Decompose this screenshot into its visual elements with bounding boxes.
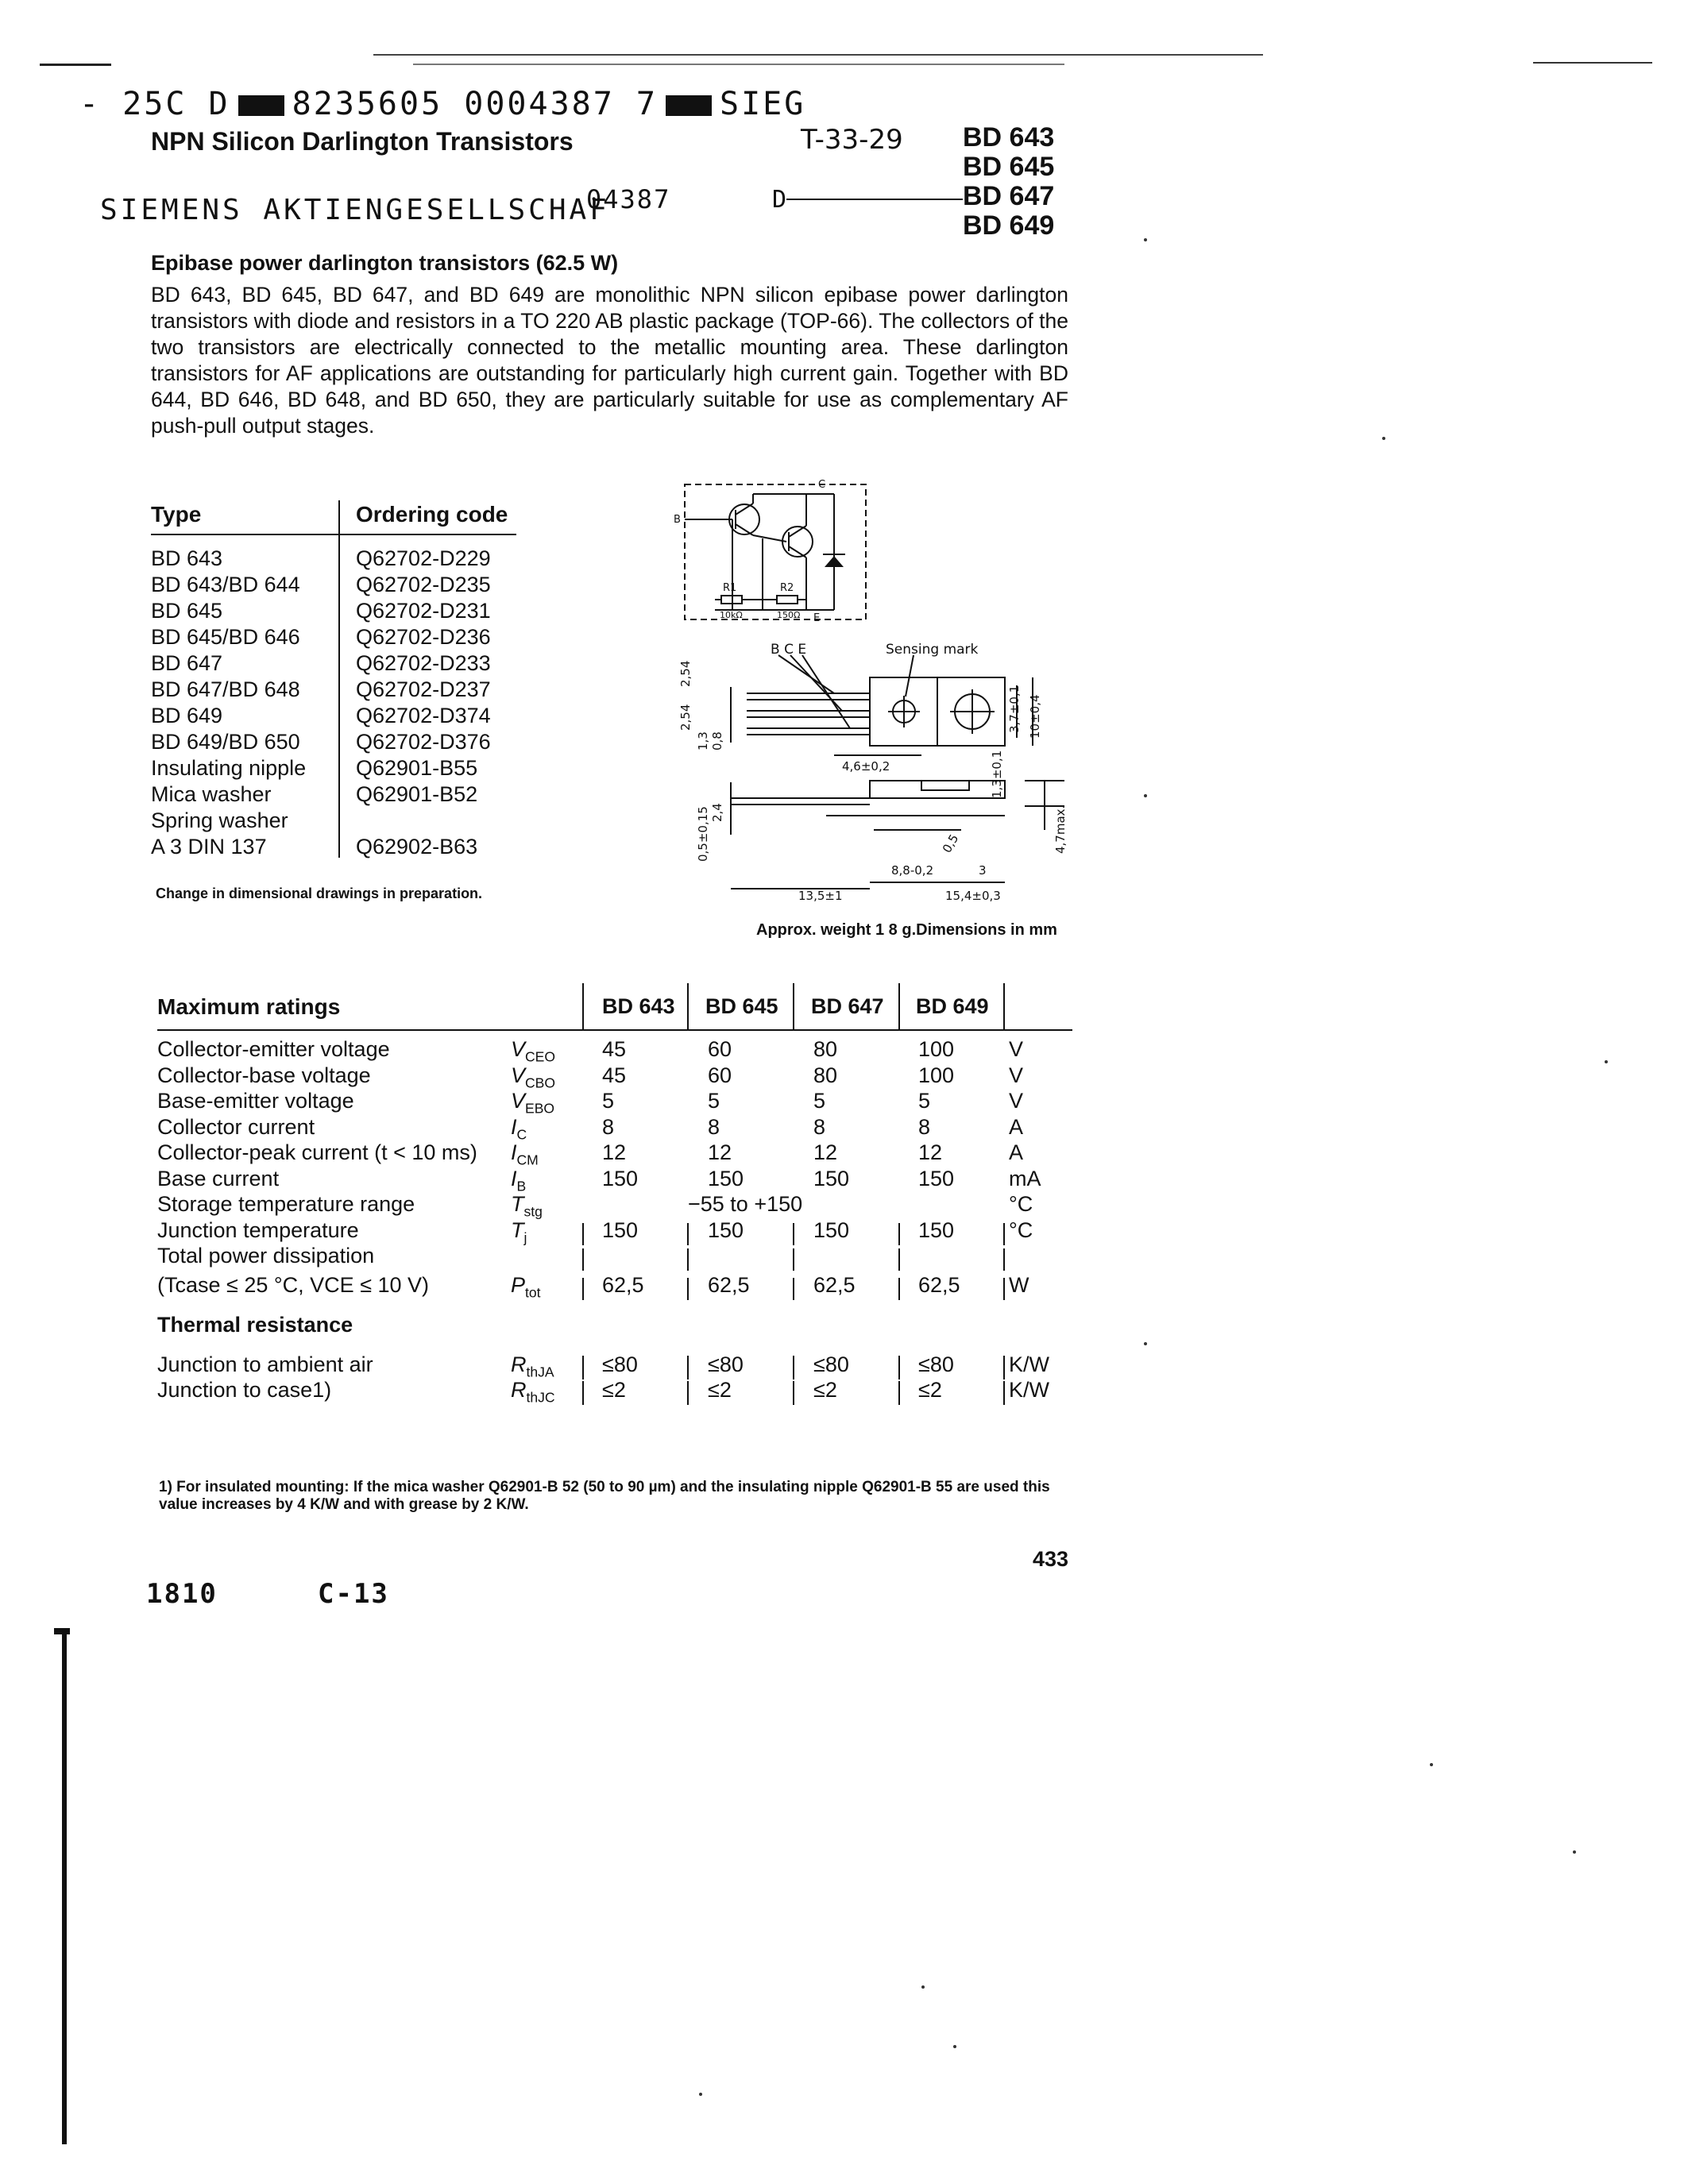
dim-label: 13,5±1: [798, 889, 843, 903]
page-number: 433: [1033, 1547, 1069, 1571]
table-divider: [338, 500, 340, 858]
param-label: Junction to case1): [157, 1378, 332, 1402]
unit-cell: V: [1009, 1037, 1024, 1061]
symbol: $I_B$: [511, 1166, 527, 1194]
symbol: $T_j$: [511, 1217, 527, 1245]
value-cell: 8: [708, 1114, 720, 1139]
value-cell: ≤80: [813, 1352, 849, 1376]
col-divider: [898, 1381, 900, 1405]
value-cell: 12: [602, 1140, 627, 1164]
table-rule: [151, 534, 516, 535]
col-divider: [1003, 1381, 1005, 1405]
header-code-line: [79, 86, 805, 122]
d-line: [786, 199, 963, 200]
value-cell: 5: [708, 1089, 720, 1113]
model-item: BD 647: [963, 181, 1055, 211]
circuit-r2-value: 150Ω: [777, 610, 801, 620]
dim-label: 0,5: [939, 832, 962, 855]
value-cell: 150: [918, 1166, 955, 1190]
col-divider: [1003, 983, 1005, 1029]
scan-artifact-line: [413, 64, 1064, 65]
col-divider: [582, 1356, 584, 1379]
value-cell: 60: [708, 1037, 732, 1061]
value-cell: 80: [813, 1037, 838, 1061]
col-divider: [1003, 1278, 1005, 1300]
col-header: BD 649: [916, 994, 989, 1018]
ordering-type: Spring washer: [151, 808, 288, 832]
dim-label: 0,5±0,15: [696, 806, 710, 862]
redaction-block: [238, 95, 284, 116]
col-divider: [582, 1223, 584, 1245]
col-divider: [687, 1278, 689, 1300]
dim-label: 4,6±0,2: [842, 759, 890, 774]
col-divider: [582, 983, 584, 1029]
code-part-b: 8235605 0004387 7: [292, 86, 658, 122]
circuit-label-c: C: [818, 479, 826, 491]
binding-edge-top: [54, 1628, 70, 1634]
max-ratings-heading: Maximum ratings: [157, 994, 341, 1019]
col-divider: [898, 1223, 900, 1245]
package-drawing: [678, 639, 1080, 913]
circuit-label-r1: R1: [723, 582, 737, 594]
dim-label: 4,7max.: [1053, 805, 1068, 854]
col-divider: [687, 1223, 689, 1245]
value-cell: 150: [708, 1217, 744, 1242]
ordering-code: Q62702-D235: [356, 573, 491, 596]
table-rule: [157, 1029, 1072, 1031]
value-cell: 8: [813, 1114, 826, 1139]
unit-cell: V: [1009, 1089, 1024, 1113]
value-cell: 100: [918, 1063, 955, 1087]
ordering-type: BD 649: [151, 704, 223, 727]
value-cell: ≤80: [918, 1352, 954, 1376]
col-divider: [1003, 1223, 1005, 1245]
col-divider: [793, 1381, 794, 1405]
value-cell: 150: [602, 1217, 639, 1242]
symbol: $P_{tot}$: [511, 1272, 541, 1300]
param-label: Collector-emitter voltage: [157, 1037, 390, 1061]
ordering-code: Q62702-D237: [356, 677, 491, 701]
value-cell: 5: [918, 1089, 931, 1113]
sensing-mark-label: Sensing mark: [886, 642, 979, 658]
col-divider: [793, 1223, 794, 1245]
ordering-type: Mica washer: [151, 782, 272, 806]
value-cell: 12: [813, 1140, 838, 1164]
value-cell: 8: [602, 1114, 615, 1139]
ordering-code: Q62702-D229: [356, 546, 491, 570]
circuit-label-r2: R2: [780, 582, 794, 594]
param-label: Junction to ambient air: [157, 1352, 373, 1376]
value-cell: 100: [918, 1037, 955, 1061]
ordering-code: Q62901-B52: [356, 782, 478, 806]
ordering-code: Q62702-D376: [356, 730, 491, 754]
company-name: SIEMENS AKTIENGESELLSCHAF: [100, 194, 610, 226]
value-cell: 60: [708, 1063, 732, 1087]
unit-cell: °C: [1009, 1192, 1033, 1216]
symbol: $R_{thJA}$: [511, 1352, 554, 1380]
value-cell: ≤80: [602, 1352, 638, 1376]
circuit-label-b: B: [674, 514, 681, 526]
param-label: (Tcase ≤ 25 °C, VCE ≤ 10 V): [157, 1272, 430, 1297]
ordering-code: Q62702-D231: [356, 599, 491, 623]
ordering-code: Q62901-B55: [356, 756, 478, 780]
ordering-type: BD 649/BD 650: [151, 730, 300, 754]
value-cell: 80: [813, 1063, 838, 1087]
dim-label: 2,4: [710, 803, 724, 822]
symbol: $V_{CBO}$: [511, 1063, 556, 1090]
ordering-type: BD 643: [151, 546, 223, 570]
ordering-type: BD 645: [151, 599, 223, 623]
value-cell: ≤2: [918, 1378, 942, 1402]
symbol: $I_{CM}$: [511, 1140, 539, 1168]
ordering-code: Q62902-B63: [356, 835, 478, 859]
col-header: BD 647: [811, 994, 884, 1018]
ordering-type: BD 647/BD 648: [151, 677, 300, 701]
unit-cell: V: [1009, 1063, 1024, 1087]
symbol: $I_C$: [511, 1114, 527, 1142]
value-cell: 5: [602, 1089, 615, 1113]
ordering-type: BD 647: [151, 651, 223, 675]
unit-cell: A: [1009, 1114, 1024, 1139]
value-cell: 150: [708, 1166, 744, 1190]
value-cell: 62,5: [708, 1272, 750, 1297]
col-divider: [687, 1381, 689, 1405]
circuit-r1-value: 10kΩ: [720, 610, 743, 620]
param-label: Junction temperature: [157, 1217, 359, 1242]
col-divider: [687, 983, 689, 1029]
param-label: Collector current: [157, 1114, 315, 1139]
symbol: $V_{EBO}$: [511, 1089, 555, 1117]
weight-note: Approx. weight 1 8 g.Dimensions in mm: [756, 921, 1057, 939]
col-header: BD 645: [705, 994, 778, 1018]
dim-label: 0,8: [710, 731, 724, 751]
symbol: $T_{stg}$: [511, 1192, 543, 1220]
pin-labels: B C E: [771, 642, 807, 658]
param-label: Collector-peak current (t < 10 ms): [157, 1140, 477, 1164]
col-divider: [582, 1381, 584, 1405]
dim-label: 15,4±0,3: [945, 889, 1001, 903]
param-label: Total power dissipation: [157, 1244, 375, 1268]
code-part-a: - 25C D: [79, 86, 230, 122]
intro-paragraph: BD 643, BD 645, BD 647, and BD 649 are monolithic NPN silicon epibase power darlington transistors with diode and resistors in a TO 220 AB plastic package (TOP-66). The collectors of the two transistors are electrically connected to the metallic mounting area. These darlington transistors for AF applications are outstanding for particularly high current gain. Together with BD 644, BD 646, BD 648, and BD 650, they are particularly suitable for use as complementary AF push-pull output stages.: [151, 283, 1068, 438]
col-divider: [793, 1356, 794, 1379]
value-cell: 45: [602, 1037, 627, 1061]
scan-artifact-line: [40, 64, 111, 66]
unit-cell: K/W: [1009, 1378, 1049, 1402]
unit-cell: A: [1009, 1140, 1024, 1164]
dim-label: 10±0,4: [1028, 694, 1042, 739]
col-header: BD 643: [602, 994, 675, 1018]
intro-subtitle: Epibase power darlington transistors (62.5 W): [151, 251, 619, 275]
thermal-heading: Thermal resistance: [157, 1313, 353, 1337]
stamp-right: C-13: [318, 1578, 389, 1610]
ordering-code: Q62702-D236: [356, 625, 491, 649]
model-list: [963, 123, 1054, 241]
model-item: BD 643: [963, 122, 1055, 152]
dim-label: 1,3: [696, 731, 710, 751]
value-cell: 150: [813, 1217, 850, 1242]
code-part-c: SIEG: [719, 86, 806, 122]
col-divider: [898, 1248, 900, 1271]
diode-symbol: [825, 556, 844, 567]
ordering-type: BD 643/BD 644: [151, 573, 300, 596]
value-cell: 8: [918, 1114, 931, 1139]
value-cell: ≤2: [602, 1378, 626, 1402]
col-divider: [1003, 1356, 1005, 1379]
stamp-left: 1810: [146, 1578, 218, 1610]
symbol: $R_{thJC}$: [511, 1378, 555, 1406]
dim-label: 2,54: [678, 660, 693, 687]
unit-cell: mA: [1009, 1166, 1041, 1190]
scan-artifact-line: [373, 54, 1263, 56]
value-cell: 150: [918, 1217, 955, 1242]
col-divider: [898, 983, 900, 1029]
dim-label: 3,7±0,1: [1007, 685, 1022, 733]
unit-cell: W: [1009, 1272, 1029, 1297]
col-divider: [582, 1278, 584, 1300]
ordering-code: Q62702-D374: [356, 704, 491, 727]
param-label: Base-emitter voltage: [157, 1089, 354, 1113]
col-divider: [898, 1356, 900, 1379]
ordering-type: BD 645/BD 646: [151, 625, 300, 649]
value-cell: 45: [602, 1063, 627, 1087]
value-cell: 12: [918, 1140, 943, 1164]
d-mark: D: [772, 186, 787, 214]
value-cell: 62,5: [602, 1272, 644, 1297]
dim-label: 3: [979, 863, 987, 878]
value-cell: 150: [813, 1166, 850, 1190]
value-cell: ≤2: [813, 1378, 837, 1402]
value-cell: 150: [602, 1166, 639, 1190]
ordering-note: Change in dimensional drawings in preparation.: [156, 886, 483, 901]
binding-edge: [62, 1628, 67, 2144]
unit-cell: K/W: [1009, 1352, 1049, 1376]
redaction-block: [666, 95, 712, 116]
scan-artifact-line: [1533, 62, 1652, 64]
col-divider: [1003, 1248, 1005, 1271]
col-divider: [687, 1356, 689, 1379]
col-divider: [898, 1278, 900, 1300]
param-label: Storage temperature range: [157, 1192, 415, 1216]
symbol: $V_{CEO}$: [511, 1037, 556, 1065]
unit-cell: °C: [1009, 1217, 1033, 1242]
value-cell: ≤80: [708, 1352, 744, 1376]
value-cell: 5: [813, 1089, 826, 1113]
circuit-label-e: E: [813, 612, 821, 624]
t-code: T-33-29: [801, 124, 903, 156]
param-label: Base current: [157, 1166, 280, 1190]
col-divider: [687, 1248, 689, 1271]
ordering-type: Insulating nipple: [151, 756, 307, 780]
company-code: 04387: [586, 184, 671, 214]
model-item: BD 645: [963, 152, 1055, 182]
col-type-header: Type: [151, 502, 202, 527]
value-cell: 62,5: [918, 1272, 960, 1297]
ordering-type: A 3 DIN 137: [151, 835, 267, 859]
value-cell: 62,5: [813, 1272, 856, 1297]
footnote: 1) For insulated mounting: If the mica washer Q62901-B 52 (50 to 90 µm) and the insulating nipple Q62901-B 55 are used this value increases by 4 K/W and with grease by 2 K/W.: [159, 1479, 1050, 1513]
col-divider: [793, 983, 794, 1029]
resistor-r2: [777, 596, 798, 604]
col-divider: [793, 1248, 794, 1271]
model-item: BD 649: [963, 210, 1055, 241]
param-label: Collector-base voltage: [157, 1063, 371, 1087]
value-cell: 12: [708, 1140, 732, 1164]
max-ratings-table: [157, 983, 1079, 1428]
circuit-diagram: [667, 477, 874, 627]
col-divider: [582, 1248, 584, 1271]
ordering-table: [151, 502, 532, 859]
col-divider: [793, 1278, 794, 1300]
span-value: −55 to +150: [688, 1192, 803, 1216]
ordering-code: Q62702-D233: [356, 651, 491, 675]
page-title: NPN Silicon Darlington Transistors: [151, 127, 574, 156]
col-code-header: Ordering code: [356, 502, 508, 527]
dim-label: 8,8-0,2: [891, 863, 934, 878]
dim-label: 2,54: [678, 704, 693, 731]
dim-label: 1,3±0,1: [990, 750, 1004, 798]
value-cell: ≤2: [708, 1378, 732, 1402]
